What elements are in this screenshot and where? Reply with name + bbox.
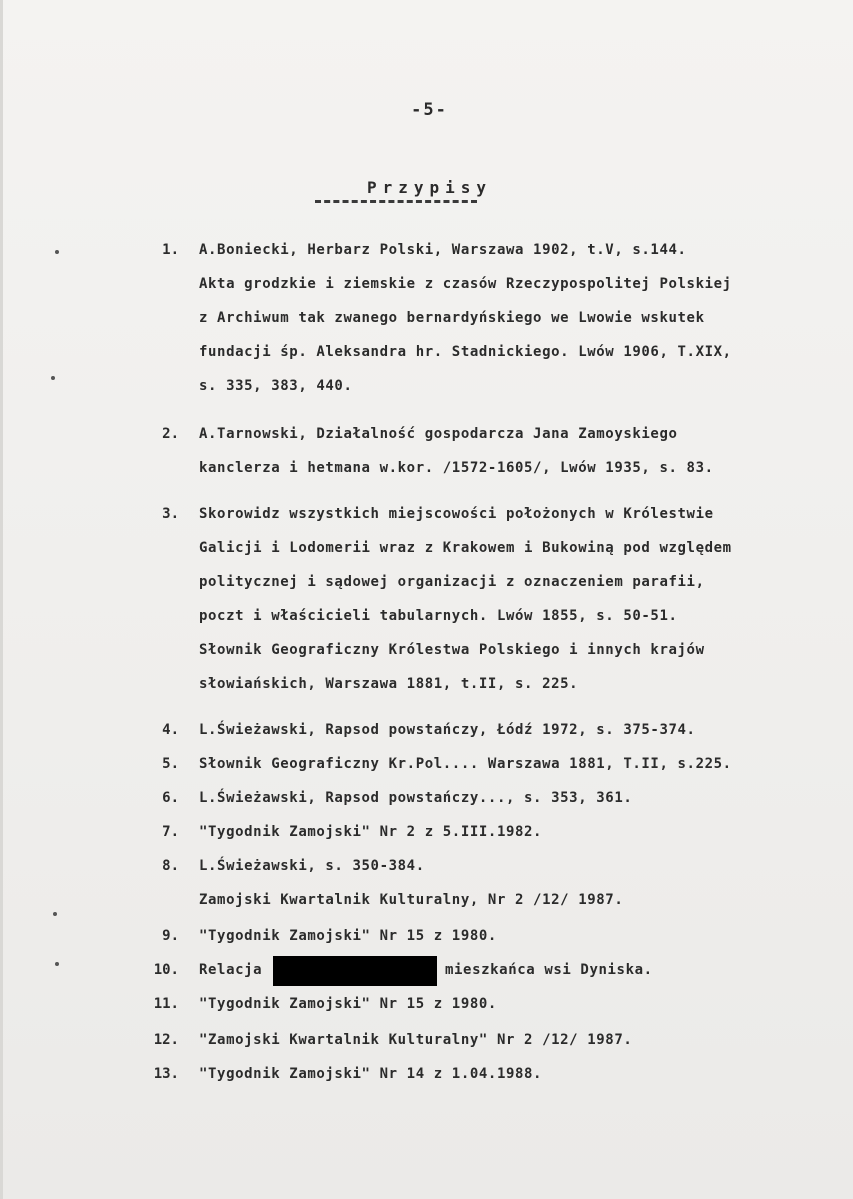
footnote-line: słowiańskich, Warszawa 1881, t.II, s. 225. [199, 676, 579, 692]
footnote-line: politycznej i sądowej organizacji z oznaczeniem parafii, [199, 574, 705, 590]
footnote-line: L.Świeżawski, Rapsod powstańczy..., s. 353, 361. [199, 790, 633, 806]
footnote-line: z Archiwum tak zwanego bernardyńskiego we Lwowie wskutek [199, 310, 705, 326]
redaction-box [273, 956, 437, 986]
footnote-number: 8. [162, 858, 179, 874]
footnote-line: Słownik Geograficzny Kr.Pol.... Warszawa 1881, T.II, s.225. [199, 756, 732, 772]
punch-mark [55, 250, 59, 254]
footnote-line: "Tygodnik Zamojski" Nr 15 z 1980. [199, 928, 497, 944]
footnote-line: Słownik Geograficzny Królestwa Polskiego i innych krajów [199, 642, 705, 658]
footnote-line: L.Świeżawski, s. 350-384. [199, 858, 425, 874]
section-heading: Przypisy [366, 178, 493, 197]
footnote-line: "Tygodnik Zamojski" Nr 2 z 5.III.1982. [199, 824, 543, 840]
footnote-line: A.Tarnowski, Działalność gospodarcza Jana Zamoyskiego [199, 426, 678, 442]
footnote-line: Galicji i Lodomerii wraz z Krakowem i Bukowiną pod względem [199, 540, 732, 556]
punch-mark [53, 912, 57, 916]
footnote-line: "Tygodnik Zamojski" Nr 15 z 1980. [199, 996, 497, 1012]
footnote-line: Skorowidz wszystkich miejscowości położonych w Królestwie [199, 506, 714, 522]
footnote-line: fundacji śp. Aleksandra hr. Stadnickiego. Lwów 1906, T.XIX, [199, 344, 732, 360]
footnote-number: 6. [162, 790, 179, 806]
footnote-line: Zamojski Kwartalnik Kulturalny, Nr 2 /12/ 1987. [199, 892, 624, 908]
footnote-line: "Tygodnik Zamojski" Nr 14 z 1.04.1988. [199, 1066, 543, 1082]
footnote-line: s. 335, 383, 440. [199, 378, 353, 394]
footnote-number: 3. [162, 506, 179, 522]
footnote-number: 4. [162, 722, 179, 738]
footnote-number: 11. [153, 996, 179, 1012]
punch-mark [51, 376, 55, 380]
footnote-number: 13. [153, 1066, 179, 1082]
punch-mark [55, 962, 59, 966]
footnote-number: 12. [153, 1032, 179, 1048]
footnote-line: Akta grodzkie i ziemskie z czasów Rzeczypospolitej Polskiej [199, 276, 732, 292]
footnote-line: Relacja [199, 962, 263, 978]
footnote-number: 7. [162, 824, 179, 840]
footnote-line: A.Boniecki, Herbarz Polski, Warszawa 1902, t.V, s.144. [199, 242, 687, 258]
footnote-line: poczt i właścicieli tabularnych. Lwów 1855, s. 50-51. [199, 608, 678, 624]
footnote-number: 1. [162, 242, 179, 258]
page-number: -5- [411, 100, 448, 120]
footnote-number: 10. [153, 962, 179, 978]
footnote-line: kanclerza i hetmana w.kor. /1572-1605/, Lwów 1935, s. 83. [199, 460, 714, 476]
heading-underline [315, 200, 477, 203]
footnote-number: 2. [162, 426, 179, 442]
footnote-line: L.Świeżawski, Rapsod powstańczy, Łódź 1972, s. 375-374. [199, 722, 696, 738]
footnote-line: mieszkańca wsi Dyniska. [445, 962, 653, 978]
footnote-number: 9. [162, 928, 179, 944]
footnote-line: "Zamojski Kwartalnik Kulturalny" Nr 2 /12/ 1987. [199, 1032, 633, 1048]
footnote-number: 5. [162, 756, 179, 772]
